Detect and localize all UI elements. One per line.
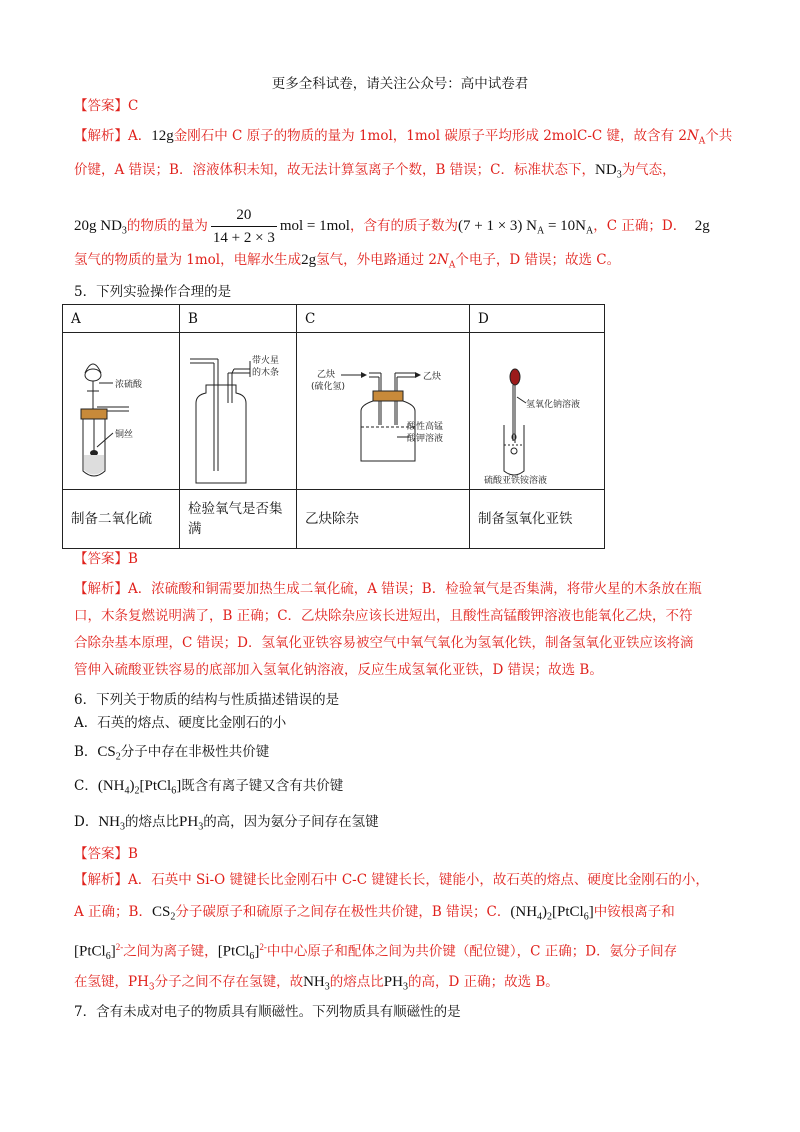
svg-text:乙炔: 乙炔 [423, 372, 442, 382]
q5-stem: 5．下列实验操作合理的是 [74, 284, 232, 300]
q5-answer: 【答案】B [74, 551, 138, 567]
svg-text:酸钾溶液: 酸钾溶液 [407, 434, 444, 444]
q5-analysis-line-4: 管伸入硫酸亚铁容易的底部加入氢氧化钠溶液，反应生成氢氧化亚铁，D 错误；故选 B。 [74, 662, 603, 678]
q6-answer: 【答案】B [74, 846, 138, 862]
svg-text:浓硫酸: 浓硫酸 [115, 380, 143, 390]
figure-c [297, 333, 470, 490]
q5-analysis-line-3: 合除杂基本原理，C 错误；D．氢氧化亚铁容易被空气中氧气氧化为氢氧化铁，制备氢氧化亚铁应该将滴 [74, 635, 694, 651]
svg-text:(硫化氢): (硫化氢) [311, 382, 346, 392]
q5-analysis-line-1: 【解析】A．浓硫酸和铜需要加热生成二氧化硫，A 错误；B．检验氧气是否集满，将带火星的木条放在瓶 [74, 581, 702, 597]
q6-analysis-line-2: A 正确；B．$CS_2$分子碳原子和硫原子之间存在极性共价键，B 错误；C．$(NH_4)_2[PtCl_6]$中铵根离子和 [74, 904, 675, 923]
figure-b [180, 333, 297, 490]
svg-text:带火星: 带火星 [252, 356, 280, 366]
q4-analysis-line-3: 20g $ND_3$的物质的量为 $\frac{20}{14 + 2 \times 3}$ mol = 1mol，含有的质子数为(7 + 1 × 3) $N_A = 10N_A$，C 正确；D． 2g [74, 204, 726, 249]
q6-option-c: C．$(NH_4)_2[PtCl_6]$既含有离子键又含有共价键 [74, 778, 344, 797]
q5-options-table [62, 304, 605, 549]
caption-a: 制备二氧化硫 [63, 490, 180, 549]
header-b: B [180, 305, 297, 333]
fraction: $\frac{20}{14 + 2 \times 3}$ [211, 204, 277, 249]
svg-text:酸性高锰: 酸性高锰 [407, 422, 444, 432]
q4-analysis-line-2: 价键，A 错误；B．溶液体积未知，故无法计算氢离子个数，B 错误；C．标准状态下，$ND_3$为气态， [74, 162, 676, 181]
figure-a [63, 333, 180, 490]
caption-d: 制备氢氧化亚铁 [470, 490, 605, 549]
q4-analysis-line-1: 【解析】A．12g金刚石中 C 原子的物质的量为 1mol，1mol 碳原子平均形成 2molC-C 键，故含有 $2N_A$个共 [74, 128, 733, 147]
q6-option-b: B．$CS_2$分子中存在非极性共价键 [74, 744, 270, 763]
q6-stem: 6．下列关于物质的结构与性质描述错误的是 [74, 692, 340, 708]
q6-analysis-line-4: 在氢键，$PH_3$分子之间不存在氢键，故$NH_3$的熔点比$PH_3$的高，D 正确；故选 B。 [74, 974, 559, 993]
q4-answer: 【答案】C [74, 98, 139, 114]
svg-text:氢氧化钠溶液: 氢氧化钠溶液 [526, 400, 581, 410]
header-c: C [297, 305, 470, 333]
caption-c: 乙炔除杂 [297, 490, 470, 549]
page-header: 更多全科试卷，请关注公众号：高中试卷君 [271, 76, 529, 92]
q5-analysis-line-2: 口，木条复燃说明满了，B 正确；C．乙炔除杂应该长进短出，且酸性高锰酸钾溶液也能氧化乙炔，不符 [74, 608, 693, 624]
q6-option-d: D．$NH_3$的熔点比$PH_3$的高，因为氨分子间存在氢键 [74, 814, 379, 833]
svg-text:乙炔: 乙炔 [317, 370, 336, 380]
figure-d [470, 333, 605, 490]
svg-text:的木条: 的木条 [252, 368, 280, 378]
header-d: D [470, 305, 605, 333]
q6-analysis-line-1: 【解析】A．石英中 Si-O 键键长比金刚石中 C-C 键键长长，键能小，故石英的熔点、硬度比金刚石的小， [74, 872, 709, 888]
q7-stem: 7．含有未成对电子的物质具有顺磁性。下列物质具有顺磁性的是 [74, 1004, 461, 1020]
q6-analysis-line-3: [PtCl$_6$]$^{2-}$之间为离子键，[PtCl$_6$]$^{2-}$中中心原子和配体之间为共价键（配位键），C 正确；D．氨分子间存 [74, 942, 678, 963]
svg-text:铜丝: 铜丝 [115, 430, 134, 440]
q4-analysis-line-4: 氢气的物质的量为 1mol，电解水生成2g氢气，外电路通过 $2N_A$个电子，D 错误；故选 C。 [74, 252, 621, 271]
caption-b: 检验氧气是否集满 [180, 490, 297, 549]
svg-text:硫酸亚铁铵溶液: 硫酸亚铁铵溶液 [484, 476, 548, 485]
q6-option-a: A．石英的熔点、硬度比金刚石的小 [74, 715, 287, 731]
header-a: A [63, 305, 180, 333]
